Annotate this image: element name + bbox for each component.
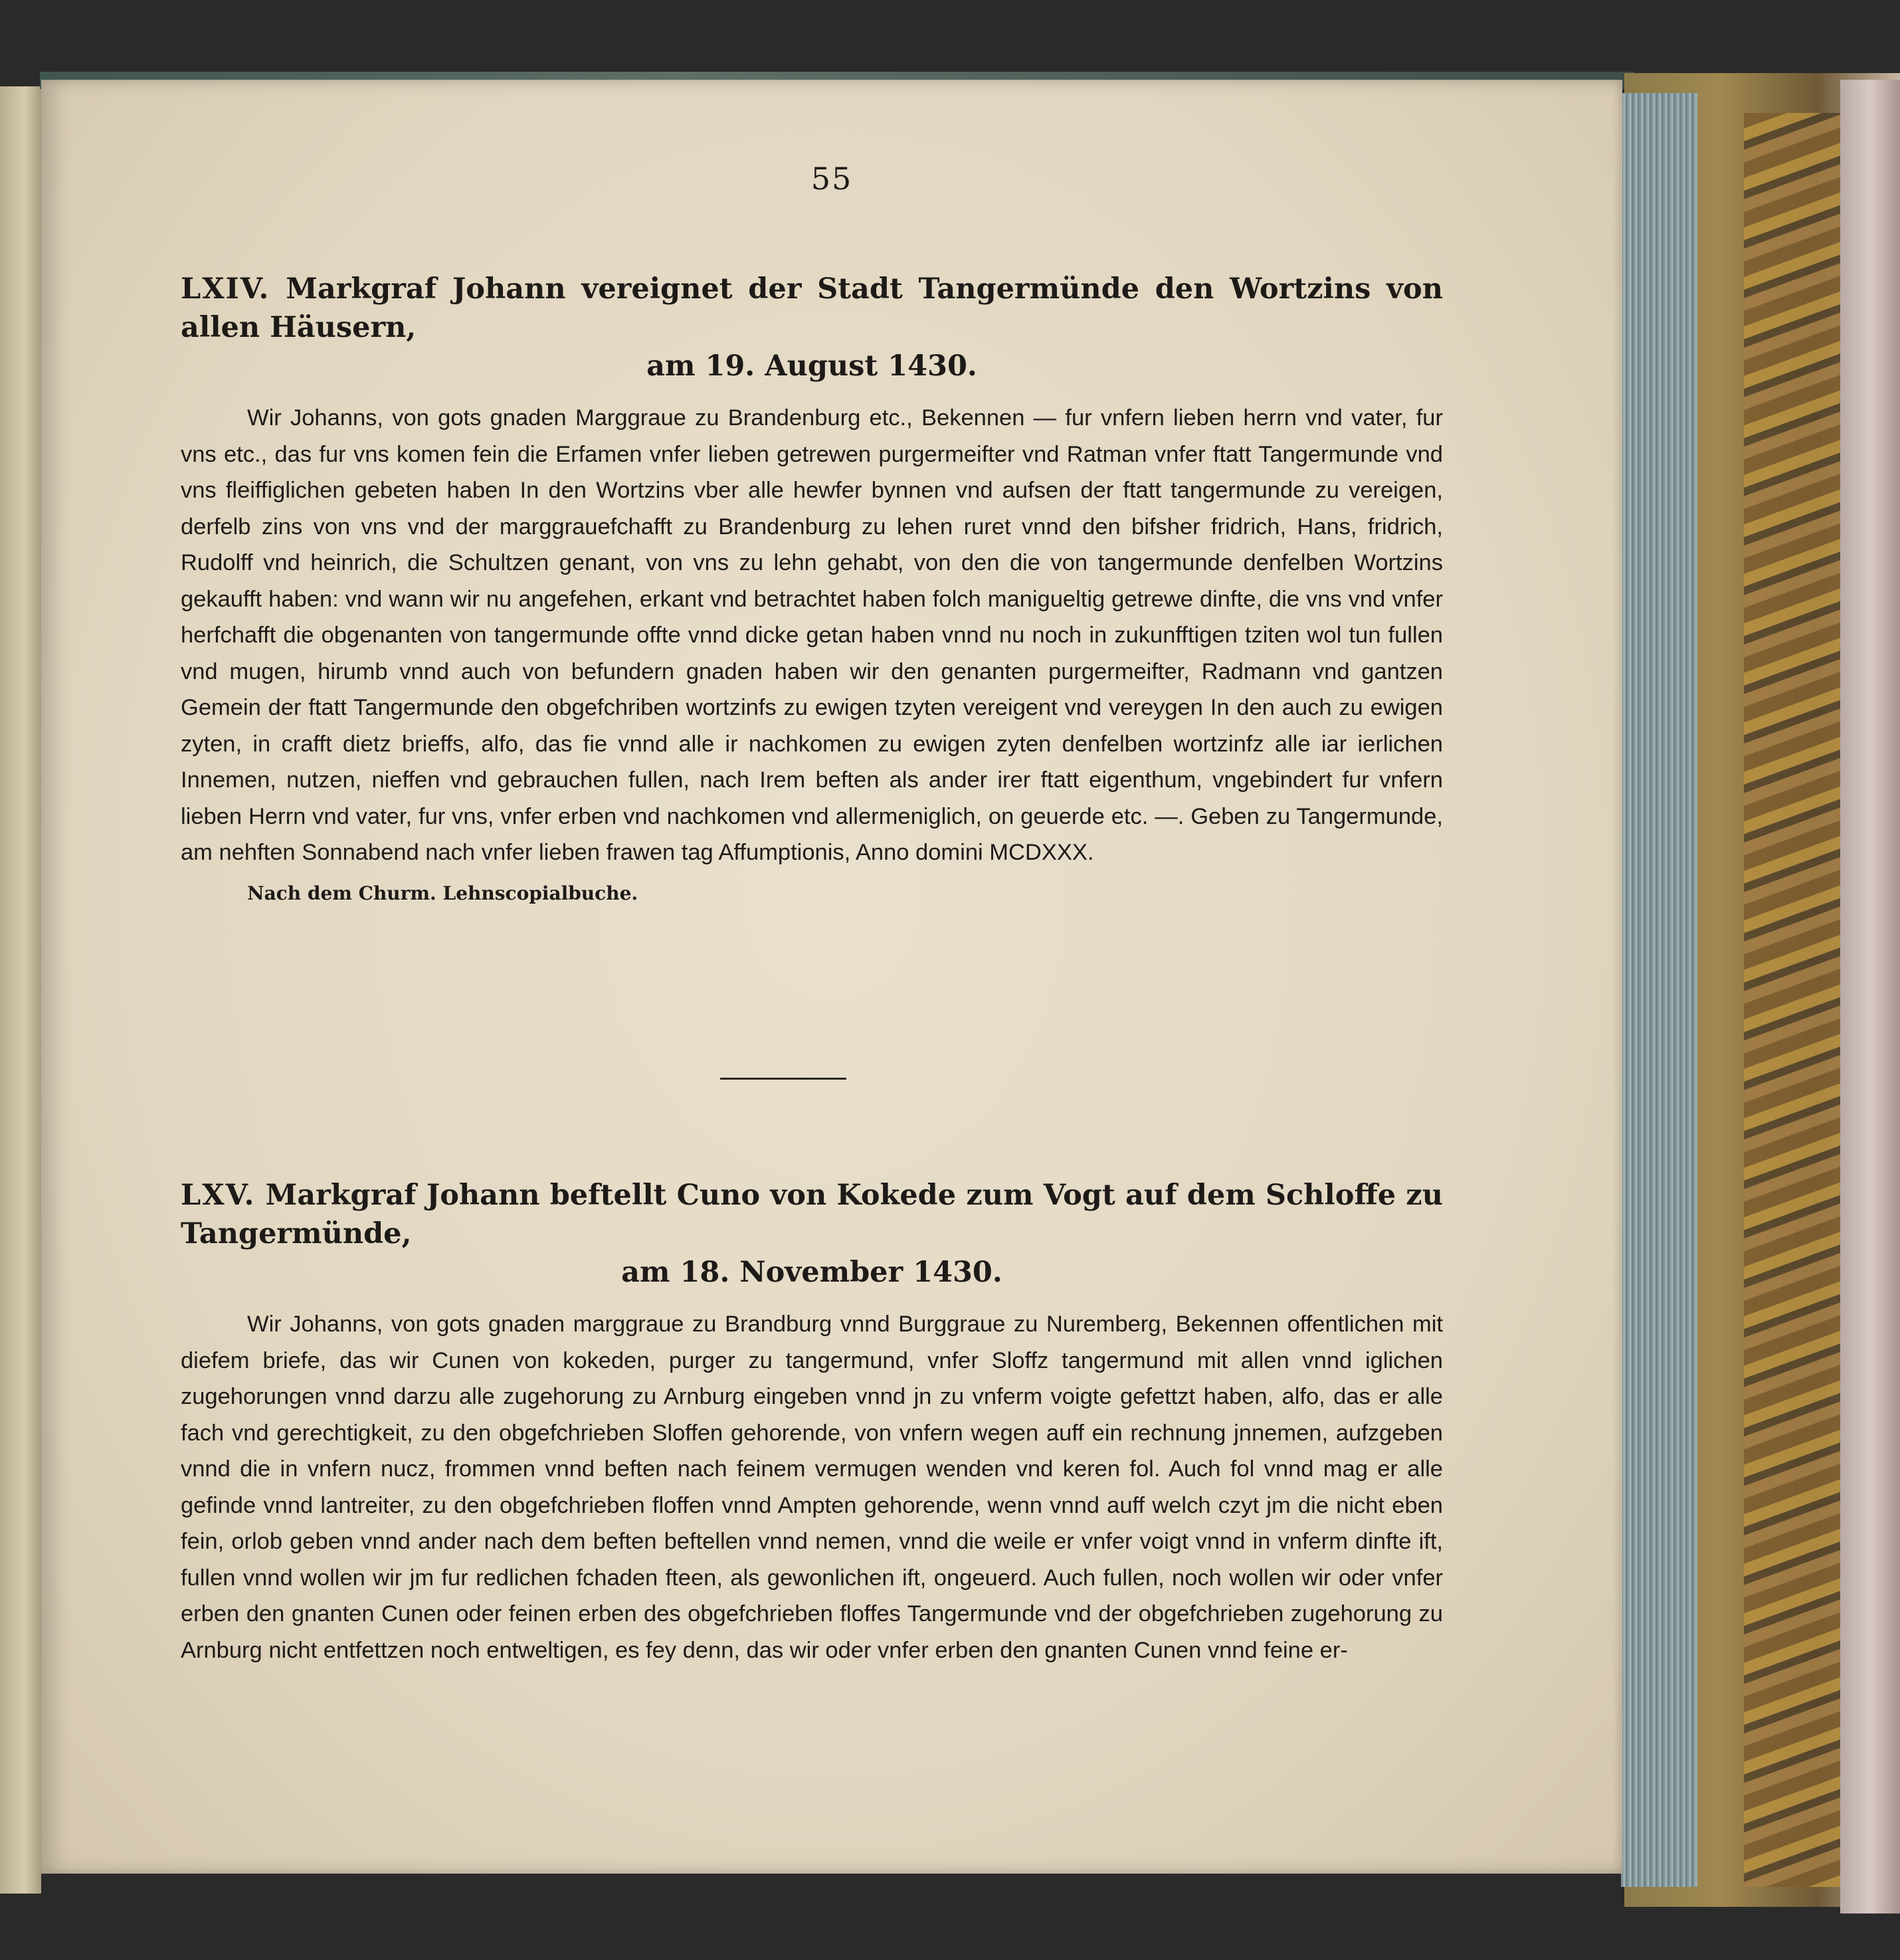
page-number: 55 [810, 161, 853, 197]
document-text: Wir Johanns, von gots gnaden Marggraue zu Brandenburg etc., Bekennen — fur vnfern lieben herrn vnd vater, fur vns etc., das fur vns komen fein die Erfamen vnfer lieben getrewen purgermeifter vnd Ratman vnfer ftatt Tangermunde vnd vns fleiffiglichen gebeten haben In den Wortzins vber alle hewfer bynnen vnd aufsen der ftatt tangermunde zu vereigen, derfelb zins von vns vnd der marggrauefchafft zu Brandenburg zu lehen ruret vnnd den bifsher fridrich, Hans, fridrich, Rudolff vnd heinrich, die Schultzen genant, von vns zu lehn gehabt, von den die von tangermunde denfelben Wortzins gekaufft haben: vnd wann wir nu angefehen, erkant vnd betrachtet haben folch manigueltig getrewe dinfte, die vns vnd vnfer herfchafft die obgenanten von tangermunde offte vnnd dicke getan haben vnnd nu noch in zukunfftigen tziten wol tun fullen vnd mugen, hirumb vnnd auch von befundern gnaden haben wir den genanten purgermeifter, Radmann vnd gantzen Gemein der ftatt Tangermunde den obgefchriben wortzinfs zu ewigen tzyten vereigent vnd vereygen In den auch zu ewigen zyten, in crafft dietz brieffs, alfo, das fie vnnd alle ir nachkomen zu ewigen zyten denfelben wortzinfz alle iar ierlichen Innemen, nutzen, nieffen vnd gebrauchen fullen, nach Irem beften als ander irer ftatt eigenthum, vngebindert fur vnfern lieben Herrn vnd vater, fur vns, vnfer erben vnd nachkomen vnd allermeniglich, on geuerde etc. —. Geben zu Tangermunde, am nehften Sonnabend nach vnfer lieben frawen tag Affumptionis, Anno domini MCDXXX. [181, 405, 1443, 865]
left-page-edge [0, 86, 41, 1894]
source-note: Nach dem Churm. Lehnscopialbuche. [247, 882, 638, 904]
document-title: Markgraf Johann vereignet der Stadt Tangermünde den Wortzins von allen Häusern, [181, 272, 1443, 344]
cloth-binding-edge [1840, 80, 1900, 1913]
page-block-fore-edge [1621, 93, 1697, 1887]
section-divider [720, 1078, 846, 1080]
document-title: Markgraf Johann beftellt Cuno von Kokede zum Vogt auf dem Schloffe zu Tangermünde, [181, 1179, 1443, 1250]
document-numeral: LXIV. [181, 272, 270, 306]
document-numeral: LXV. [181, 1179, 256, 1212]
document-heading [181, 270, 1443, 385]
book-page [41, 80, 1622, 1874]
document-date: am 18. November 1430. [621, 1256, 1002, 1289]
marbled-board [1744, 113, 1844, 1887]
document-heading [181, 1176, 1443, 1292]
document-lxiv [181, 270, 1443, 907]
document-date: am 19. August 1430. [646, 349, 977, 383]
document-text: Wir Johanns, von gots gnaden marggraue zu Brandburg vnnd Burggraue zu Nuremberg, Bekennen offentlichen mit diefem briefe, das wir Cunen von kokeden, purger zu tangermund, vnfer Sloffz tangermund mit allen vnnd iglichen zugehorungen vnnd darzu alle zugehorung zu Arnburg eingeben vnnd jn zu vnferm voigte gefettzt haben, alfo, das er alle fach vnd gerechtigkeit, zu den obgefchrieben Sloffen gehorende, von vnfern wegen auff ein rechnung jnnemen, aufzgeben vnnd die in vnfern nucz, frommen vnnd beften nach feinem vermugen wenden vnd keren fol. Auch fol vnnd mag er alle gefinde vnnd lantreiter, zu den obgefchrieben floffen vnnd Ampten gehorende, wenn vnnd auff welch czyt jm die nicht eben fein, orlob geben vnnd ander nach dem beften beftellen vnnd nemen, vnnd die weile er vnfer voigt vnnd in vnferm dinfte ift, fullen vnnd wollen wir jm fur redlichen fchaden fteen, als gewonlichen ift, ongeuerd. Auch fullen, noch wollen wir oder vnfer erben den gnanten Cunen oder feinen erben des obgefchrieben floffes Tangermunde vnd der obgefchrieben zugehorung zu Arnburg nicht entfettzen noch entweltigen, es fey denn, das wir oder vnfer erben den gnanten Cunen vnnd feine er- [181, 1312, 1443, 1663]
document-lxv [181, 1176, 1443, 1668]
